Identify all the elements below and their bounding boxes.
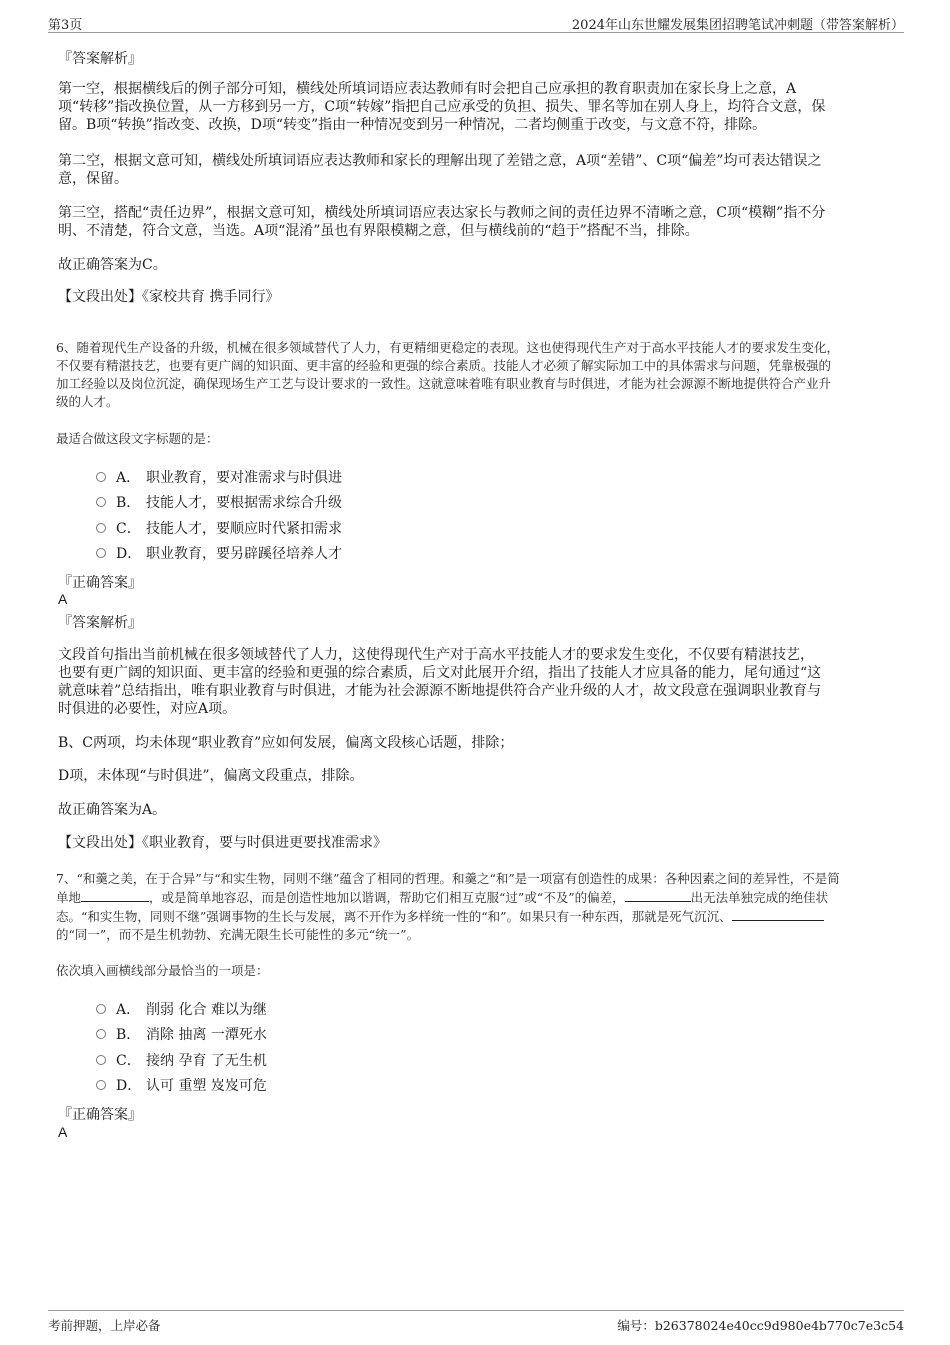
text-line: 文段首句指出当前机械在很多领域替代了人力，这使得现代生产对于高水平技能人才的要求发生变化，不仅要有精湛技艺， xyxy=(58,647,814,663)
radio-icon[interactable] xyxy=(96,1004,106,1014)
text-line: 第三空，搭配“责任边界”，根据文意可知，横线处所填词语应表达家长与教师之间的责任边界不清晰之意，C项“模糊”指不分 xyxy=(58,205,826,221)
text-fragment: 出无法单独完成的绝佳状 xyxy=(690,890,829,905)
option-label: B． xyxy=(116,495,141,511)
correct-answer-label: 『正确答案』 xyxy=(58,575,142,591)
answer-conclusion: 故正确答案为A。 xyxy=(58,802,167,818)
text-line: 不仅要有精湛技艺，也要有更广阔的知识面、更丰富的经验和更强的综合素质。技能人才必须了解实际加工中的具体需求与问题，凭靠极强的 xyxy=(56,358,832,373)
radio-icon[interactable] xyxy=(96,497,106,507)
question-7-prompt: 依次填入画横线部分最恰当的一项是： xyxy=(56,963,269,978)
text-line: 也要有更广阔的知识面、更丰富的经验和更强的综合素质，后文对此展开介绍，指出了技能人才应具备的能力，尾句通过“这 xyxy=(58,665,822,681)
analysis-label: 『答案解析』 xyxy=(58,51,142,67)
text-line: 加工经验以及岗位沉淀，确保现场生产工艺与设计要求的一致性。这就意味着唯有职业教育与时俱进，才能为社会源源不断地提供符合产业升 xyxy=(56,376,832,391)
fill-blank-2 xyxy=(625,888,691,902)
analysis-paragraph-1 xyxy=(58,646,890,718)
analysis-paragraph-3 xyxy=(58,204,890,240)
text-line xyxy=(56,907,888,926)
radio-icon[interactable] xyxy=(96,472,106,482)
question-6-stem xyxy=(56,339,888,411)
correct-answer-label: 『正确答案』 xyxy=(58,1107,142,1123)
document-title: 2024年山东世耀发展集团招聘笔试冲刺题（带答案解析） xyxy=(571,18,904,33)
option-c[interactable] xyxy=(96,518,342,538)
analysis-paragraph-2 xyxy=(58,152,890,188)
text-line xyxy=(56,888,888,907)
source-citation: 【文段出处】《职业教育，要与时俱进更要找准需求》 xyxy=(58,835,387,851)
correct-answer: A xyxy=(58,1124,68,1140)
answer-conclusion: 故正确答案为C。 xyxy=(58,257,167,273)
option-b[interactable] xyxy=(96,492,342,512)
source-citation: 【文段出处】《家校共育 携手同行》 xyxy=(58,289,280,305)
document-id: 编号：b26378024e40cc9d980e4b770c7e3c54 xyxy=(617,1318,904,1333)
option-text: 认可 重塑 岌岌可危 xyxy=(146,1078,267,1094)
radio-icon[interactable] xyxy=(96,523,106,533)
text-line: 意，保留。 xyxy=(58,171,128,187)
option-d[interactable] xyxy=(96,1075,267,1095)
text-fragment: ，或是简单地容忍，而是创造性地加以谐调，帮助它们相互克服“过”或“不及”的偏差， xyxy=(149,890,625,905)
text-line: 就意味着”总结指出，唯有职业教育与时俱进，才能为社会源源不断地提供符合产业升级的人才，故文段意在强调职业教育与 xyxy=(58,683,822,699)
page-number: 第3页 xyxy=(48,18,83,33)
text-line: 第二空，根据文意可知，横线处所填词语应表达教师和家长的理解出现了差错之意，A项“差错”、C项“偏差”均可表达错误之 xyxy=(58,153,822,169)
option-a[interactable] xyxy=(96,999,267,1019)
text-line: 第一空，根据横线后的例子部分可知，横线处所填词语应表达教师有时会把自己应承担的教育职责加在家长身上之意，A xyxy=(58,81,797,97)
text-line: 时俱进的必要性，对应A项。 xyxy=(58,701,237,717)
text-fragment: 态。“和实生物，同则不继”强调事物的生长与发展，离不开作为多样统一性的“和”。如果只有一种东西，那就是死气沉沉、 xyxy=(56,909,732,924)
question-6-prompt: 最适合做这段文字标题的是： xyxy=(56,431,219,446)
analysis-paragraph-2: B、C两项，均未体现“职业教育”应如何发展，偏离文段核心话题，排除； xyxy=(58,735,514,751)
text-line: 6、随着现代生产设备的升级，机械在很多领域替代了人力，有更精细更稳定的表现。这也使得现代生产对于高水平技能人才的要求发生变化， xyxy=(56,340,839,355)
option-text: 职业教育，要对准需求与时俱进 xyxy=(146,470,342,486)
radio-icon[interactable] xyxy=(96,1029,106,1039)
footer-slogan: 考前押题，上岸必备 xyxy=(48,1318,161,1333)
radio-icon[interactable] xyxy=(96,1055,106,1065)
text-line: 项“转移”指改换位置，从一方移到另一方，C项“转嫁”指把自己应承受的负担、损失、罪名等加在别人身上，均符合文意，保 xyxy=(58,99,826,115)
option-label: C． xyxy=(116,1053,141,1069)
option-text: 技能人才，要顺应时代紧扣需求 xyxy=(146,521,342,537)
option-d[interactable] xyxy=(96,543,342,563)
radio-icon[interactable] xyxy=(96,1080,106,1090)
option-label: D． xyxy=(116,1078,142,1094)
option-text: 技能人才，要根据需求综合升级 xyxy=(146,495,342,511)
fill-blank-3 xyxy=(732,907,824,921)
option-label: C． xyxy=(116,521,141,537)
option-label: D． xyxy=(116,546,142,562)
text-line: 留。B项“转换”指改变、改换，D项“转变”指由一种情况变到另一种情况，二者均侧重于改变，与文意不符，排除。 xyxy=(58,117,767,133)
option-text: 消除 抽离 一潭死水 xyxy=(146,1027,267,1043)
option-c[interactable] xyxy=(96,1050,267,1070)
option-label: B． xyxy=(116,1027,141,1043)
radio-icon[interactable] xyxy=(96,548,106,558)
analysis-label: 『答案解析』 xyxy=(58,615,142,631)
option-a[interactable] xyxy=(96,467,342,487)
text-line: 的“同一”，而不是生机勃勃、充满无限生长可能性的多元“统一”。 xyxy=(56,927,420,942)
page-header xyxy=(48,10,904,33)
option-text: 接纳 孕育 了无生机 xyxy=(146,1053,267,1069)
text-line: 级的人才。 xyxy=(56,394,119,409)
correct-answer: A xyxy=(58,591,68,607)
analysis-paragraph-1 xyxy=(58,80,890,134)
option-text: 削弱 化合 难以为继 xyxy=(146,1002,267,1018)
option-label: A． xyxy=(116,470,141,486)
text-fragment: 单地 xyxy=(56,890,82,905)
text-line: 7、“和羹之美，在于合异”与“和实生物，同则不继”蕴含了相同的哲理。和羹之“和”是一项富有创造性的成果：各种因素之间的差异性，不是简 xyxy=(56,871,840,886)
option-b[interactable] xyxy=(96,1024,267,1044)
text-line: 明、不清楚，符合文意，当选。A项“混淆”虽也有界限模糊之意，但与横线前的“趋于”搭配不当，排除。 xyxy=(58,223,699,239)
question-7-stem xyxy=(56,870,888,944)
option-label: A． xyxy=(116,1002,141,1018)
page-footer xyxy=(48,1310,904,1333)
fill-blank-1 xyxy=(81,888,149,902)
analysis-paragraph-3: D项，未体现“与时俱进”，偏离文段重点，排除。 xyxy=(58,768,364,784)
option-text: 职业教育，要另辟蹊径培养人才 xyxy=(146,546,342,562)
